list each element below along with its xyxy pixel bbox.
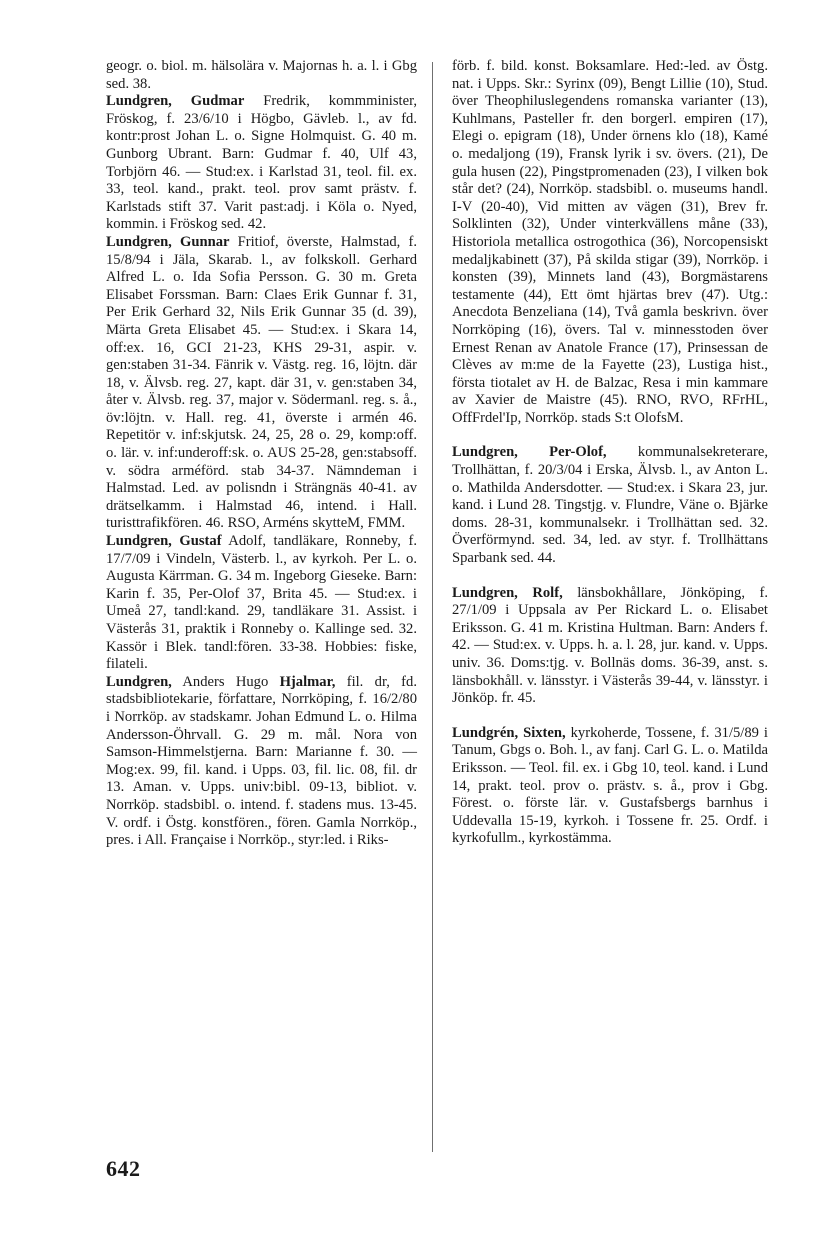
entry-text: Adolf, tandläkare, Ronneby, f. 17/7/09 i Vindeln, Västerb. l., av kyrkoh. Per L. o. Augusta Kärrman. G. 34 m. Ingeborg Gieseke. Barn: Karin f. 35, Per-Olof 37, Brita 45. — Stud:ex. i Umeå 27, tandl:kand. 29, tandläkare 31. Assist. i Västerås 31, praktik i Ronneby o. Kallinge sed. 32. Kassör i Blek. tandl:fören. 33-38. Hobbies: fiske, filateli. xyxy=(106,533,417,673)
entry-name: Lundgren, Rolf, xyxy=(452,584,563,601)
entry-text-pre: Anders Hugo xyxy=(171,673,280,690)
entry-name: Lundgrén, Sixten, xyxy=(452,724,566,741)
entry-name: Lundgren, Gudmar xyxy=(106,93,245,110)
entry-text: fil. dr, fd. stadsbibliotekarie, författare, Norrköping, f. 16/2/80 i Norrköp. av stadskamr. Johan Edmund L. o. Hilma Andersson-Öhrvall. G. 29 m. mål. Nora von Samson-Himmelstjerna. Barn: Marianne f. 30. — Mog:ex. 99, fil. kand. i Upps. 03, fil. lic. 08, fil. dr 13. Aman. v. Upps. univ:bibl. 09-13, bibliot. v. Norrköp. stadsbibl. o. intend. f. stadens mus. 13-45. V. ordf. i Östg. konstfören., fören. Gamla Norrköp., pres. i All. Française i Norrköp., styr:led. i Riks- xyxy=(106,673,417,849)
page-number: 642 xyxy=(106,1156,141,1181)
entry-name: Lundgren, Per-Olof, xyxy=(452,444,607,461)
entry-hjalmar-lundgren xyxy=(106,674,417,850)
right-continuation-text: förb. f. bild. konst. Boksamlare. Hed:-led. av Östg. nat. i Upps. Skr.: Syrinx (09), Bengt Lillie (10), Stud. över Theophiluslegendens romanska varianter (13), Kuhlmans, Pasteller fr. den borgerl. empiren (17), Elegi o. epigram (18), Under örnens klo (18), Kamé o. medaljong (19), Fransk lyrik i sv. övers. (21), De gula husen (22), Pingstpromenaden (23), I vilken bok står det? (24), Norrköp. stadsbibl. o. museums handl. I-V (20-40), Vid mitten av vägen (31), Brev fr. Solklinten (32), Under vinterkvällens måne (33), Historiola metallica ostrogothica (36), Norcopensiskt medaljkabinett (37), På skilda stigar (39), Norrköp. i konsten (39), Minnets land (43), Borgmästarens testamente (44), Ett ömt hjärtas brev (47). Utg.: Anecdota Benzeliana (14), Två gamla beskrivn. över Norrköping (16), övers. Tal v. minnesstoden över Ernest Renan av Anatole France (17), Prinsessan de Clèves av m:me de la Fayette (23), Lustiga hist., första tiotalet av H. de Balzac, Resa i min kammare av Xavier de Maistre (45). RNO, RVO, RFrHL, OffFrdel'Ip, Norrköp. stads S:t OlofsM. xyxy=(452,58,768,426)
entry-name: Lundgren, Gunnar xyxy=(106,233,230,250)
entry-gustaf-lundgren xyxy=(106,533,417,674)
entry-per-olof-lundgren xyxy=(452,444,768,567)
left-continuation-text: geogr. o. biol. m. hälsolära v. Majornas h. a. l. i Gbg sed. 38. xyxy=(106,58,417,92)
entry-text: kommunalsekreterare, Trollhättan, f. 20/3/04 i Erska, Älvsb. l., av Anton L. o. Mathilda Andersdotter. — Stud:ex. i Skara 23, jur. kand. i Lund 28. Tingstjg. v. Flundre, Väne o. Bjärke doms. 28-31, kommunalsekr. i Trollhättan sed. 32. Överförmynd. sed. 34, led. av styr. f. Trollhättans Sparbank sed. 44. xyxy=(452,444,768,567)
right-column xyxy=(452,58,768,848)
entry-text: Fritiof, överste, Halmstad, f. 15/8/94 i Jäla, Skarab. l., av folkskoll. Gerhard Alfred L. o. Ida Sofia Persson. G. 30 m. Greta Elisabet Forssman. Barn: Claes Erik Gunnar f. 31, Per Erik Gerhard 32, Nils Erik Gunnar 35 (d. 39), Märta Greta Elisabet 45. — Stud:ex. i Skara 14, off:ex. 16, GCI 21-23, KHS 29-31, aspir. v. gen:staben 31-34. Fänrik v. Västg. reg. 16, löjtn. där 18, v. Älvsb. reg. 27, kapt. där 31, v. gen:staben 34, åter v. Älvsb. reg. 37, major v. Södermanl. reg. s. å., öv:löjtn. v. Hall. reg. 41, överste i armén 46. Repetitör v. inf:skjutsk. 24, 25, 28 o. 29, komp:off. o. lär. v. inf:underoff:sk. o. AUS 25-28, gen:stabsoff. v. södra arméförd. stab 34-37. Nämndeman i Halmstad. Led. av polisndn i Strängnäs 40-41. av drätselkamm. i Halmstad 46, intend. i Hall. turisttrafikfören. 46. RSO, Arméns skytteM, FMM. xyxy=(106,233,417,532)
entry-gudmar-lundgren xyxy=(106,93,417,234)
entry-gunnar-lundgren xyxy=(106,234,417,533)
entry-name: Lundgren, xyxy=(106,673,172,690)
left-column xyxy=(106,58,417,850)
entry-rolf-lundgren xyxy=(452,585,768,708)
entry-sixten-lundgren xyxy=(452,725,768,848)
entry-text: kyrkoherde, Tossene, f. 31/5/89 i Tanum, Gbgs o. Boh. l., av fanj. Carl G. L. o. Matilda Eriksson. — Teol. fil. ex. i Gbg 10, teol. kand. i Lund 14, prakt. teol. prov o. prästv. s. å., prov i Gbg. Förest. o. förste lär. v. Gustafsbergs barnhus i Uddevalla 15-19, kyrkoh. i Tossene fr. 25. Ordf. i kyrkofullm., kyrkostämma. xyxy=(452,724,768,847)
entry-name: Lundgren, Gustaf xyxy=(106,533,222,550)
entry-text: Fredrik, kommminister, Fröskog, f. 23/6/10 i Högbo, Gävleb. l., av fd. kontr:prost Johan L. o. Signe Holmquist. G. 40 m. Gunborg Ubrant. Barn: Gudmar f. 40, Ulf 43, Torbjörn 46. — Stud:ex. i Karlstad 31, teol. fil. ex. 33, teol. kand., prakt. teol. prov samt prästv. f. Karlstads stift 37. Varit past:adj. i Köla o. Nyed, kommin. i Fröskog sed. 42. xyxy=(106,93,417,233)
entry-text: länsbokhållare, Jönköping, f. 27/1/09 i Uppsala av Per Rickard L. o. Elisabet Eriksson. G. 41 m. Kristina Hultman. Barn: Anders f. 42. — Stud:ex. v. Upps. h. a. l. 28, jur. kand. v. Upps. univ. 36. Doms:tjg. v. Bollnäs doms. 36-39, anst. s. länsbokhåll. v. länsstyr. i Västerås 39-44, v. länsstyr. i Jönköp. fr. 45. xyxy=(452,584,768,707)
entry-highlight-name: Hjalmar, xyxy=(279,673,336,690)
column-divider xyxy=(432,62,433,1152)
